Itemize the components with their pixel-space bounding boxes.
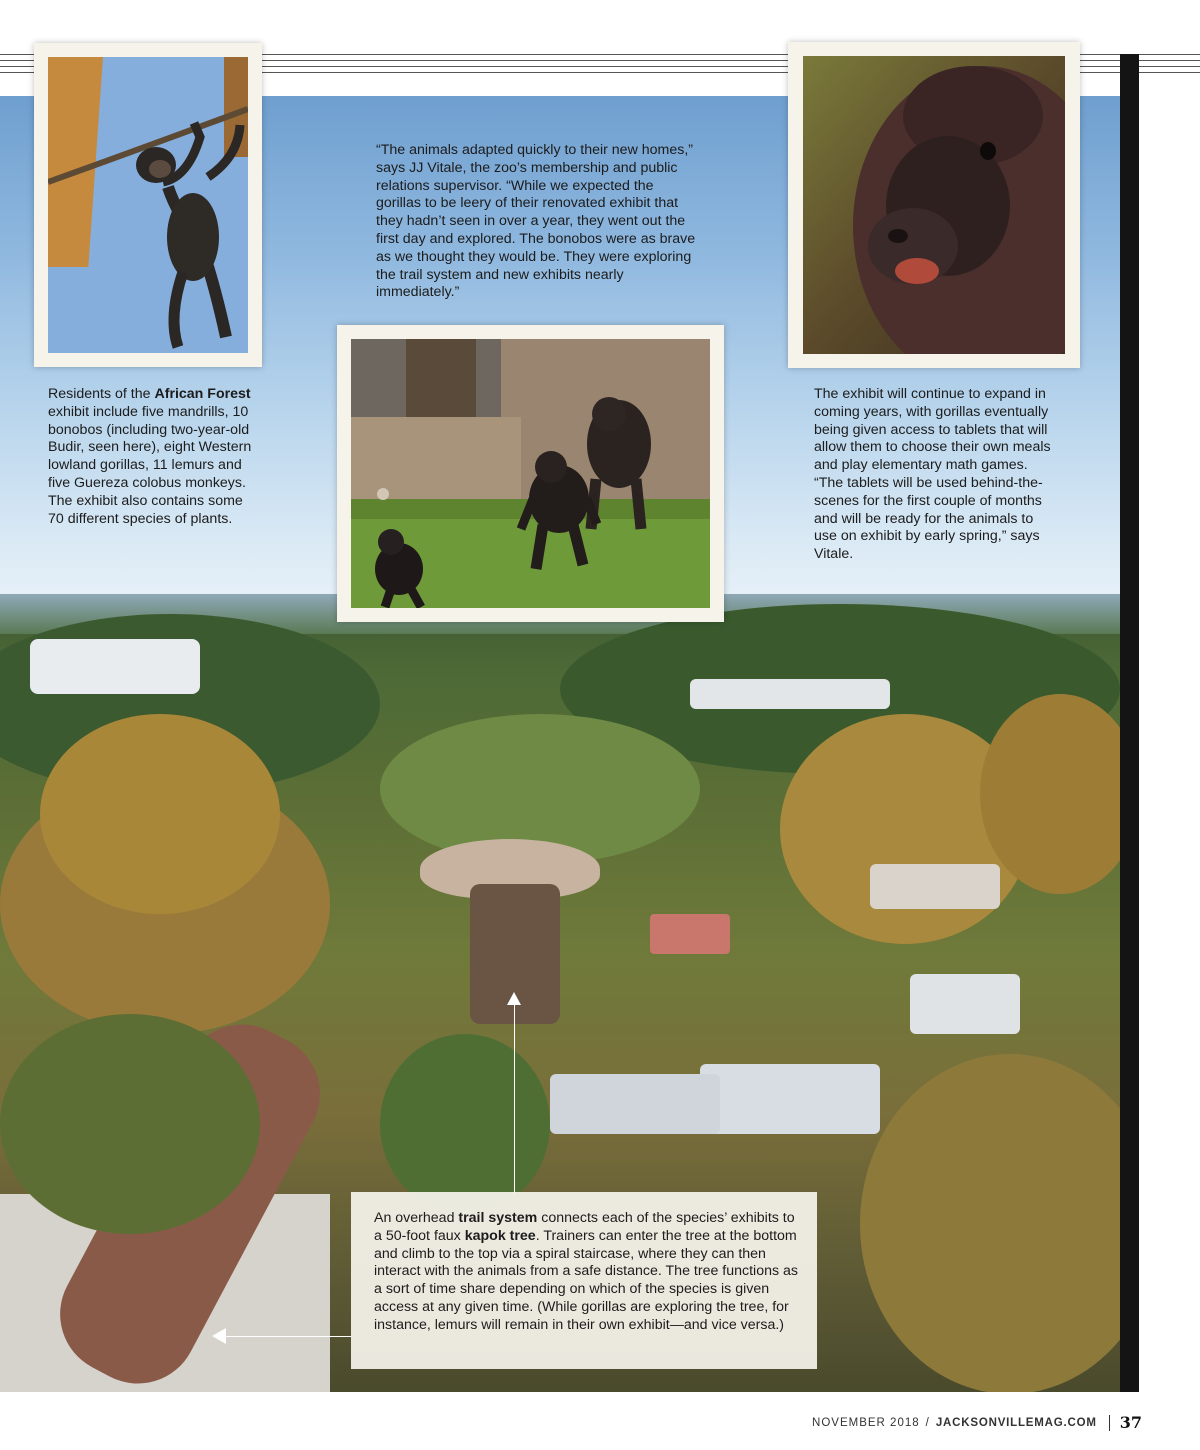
trail-pointer-line [226,1336,351,1337]
gorillas-walking-frame [337,325,724,622]
exhibit-roof [700,1064,880,1134]
green-trees [380,1034,550,1214]
gorilla-portrait-illustration [803,56,1065,354]
caption-text: An overhead [374,1210,459,1226]
exhibit-roof [550,1074,720,1134]
website-link[interactable]: JACKSONVILLEMAG.COM [935,1416,1097,1429]
caption-text: Residents of the [48,386,155,402]
caption-text: connects each of the species’ exhibits to a 50-foot faux [374,1210,795,1244]
gorillas-walking-photo [351,339,710,608]
tree-pointer-line [514,1004,515,1194]
arrow-left-icon [212,1328,226,1344]
page-edge-bar [1120,54,1139,1392]
red-roof [650,914,730,954]
arrow-up-icon [507,992,521,1005]
caption-text: . Trainers can enter the tree at the bottom and climb to the top via a spiral staircase, where they can then interact with the animals from a safe distance. The tree functions as a sort of time share depending on which of the species is given access at any given time. (While gorillas are exploring the tree, for instance, lemurs will remain in their own exhibit—and vice versa.) [374,1227,798,1333]
gorillas-walking-illustration [351,339,710,608]
building-roof [690,679,890,709]
caption-bold-text: trail system [458,1210,538,1226]
issue-date: NOVEMBER 2018 [812,1416,920,1429]
tablets-caption: The exhibit will continue to expand in coming years, with gorillas eventually being given access to tablets that will allow them to choose their own meals and play elementary math games. “The tablets will be used behind-the-scenes for the first couple of months and will be ready for the animals to use on exhibit by early spring,” says Vitale. [814,386,1051,563]
autumn-trees [40,714,280,914]
gorilla-portrait-frame [788,42,1080,368]
exhibit-roof [910,974,1020,1034]
trail-system-caption-box [351,1192,817,1369]
african-forest-caption [48,386,252,528]
building-roof [30,639,200,694]
caption-bold-text: kapok tree [464,1227,536,1244]
green-trees [0,1014,260,1234]
bonobo-illustration [48,57,248,353]
page-footer [812,1413,1142,1432]
bonobo-photo [48,57,248,353]
caption-bold-text: African Forest [154,386,251,402]
gorilla-portrait-photo [803,56,1065,354]
exhibit-roof [870,864,1000,909]
autumn-trees [860,1054,1120,1392]
bonobo-photo-frame [34,43,262,367]
trail-system-caption [374,1210,804,1335]
footer-separator: / [925,1416,930,1429]
page-number: 37 [1119,1413,1142,1432]
vitale-quote: “The animals adapted quickly to their new homes,” says JJ Vitale, the zoo’s membership and public relations supervisor. “While we expected the gorillas to be leery of their renovated exhibit that they hadn’t seen in over a year, they went out the first day and explored. The bonobos were as brave as we thought they would be. They were exploring the trail system and new exhibits nearly immediately.” [376,142,696,301]
footer-divider [1109,1415,1110,1431]
caption-text: exhibit include five mandrills, 10 bonobos (including two-year-old Budir, seen here), eight Western lowland gorillas, 11 lemurs and five Guereza colobus monkeys. The exhibit also contains some 70 different species of plants. [48,403,252,527]
